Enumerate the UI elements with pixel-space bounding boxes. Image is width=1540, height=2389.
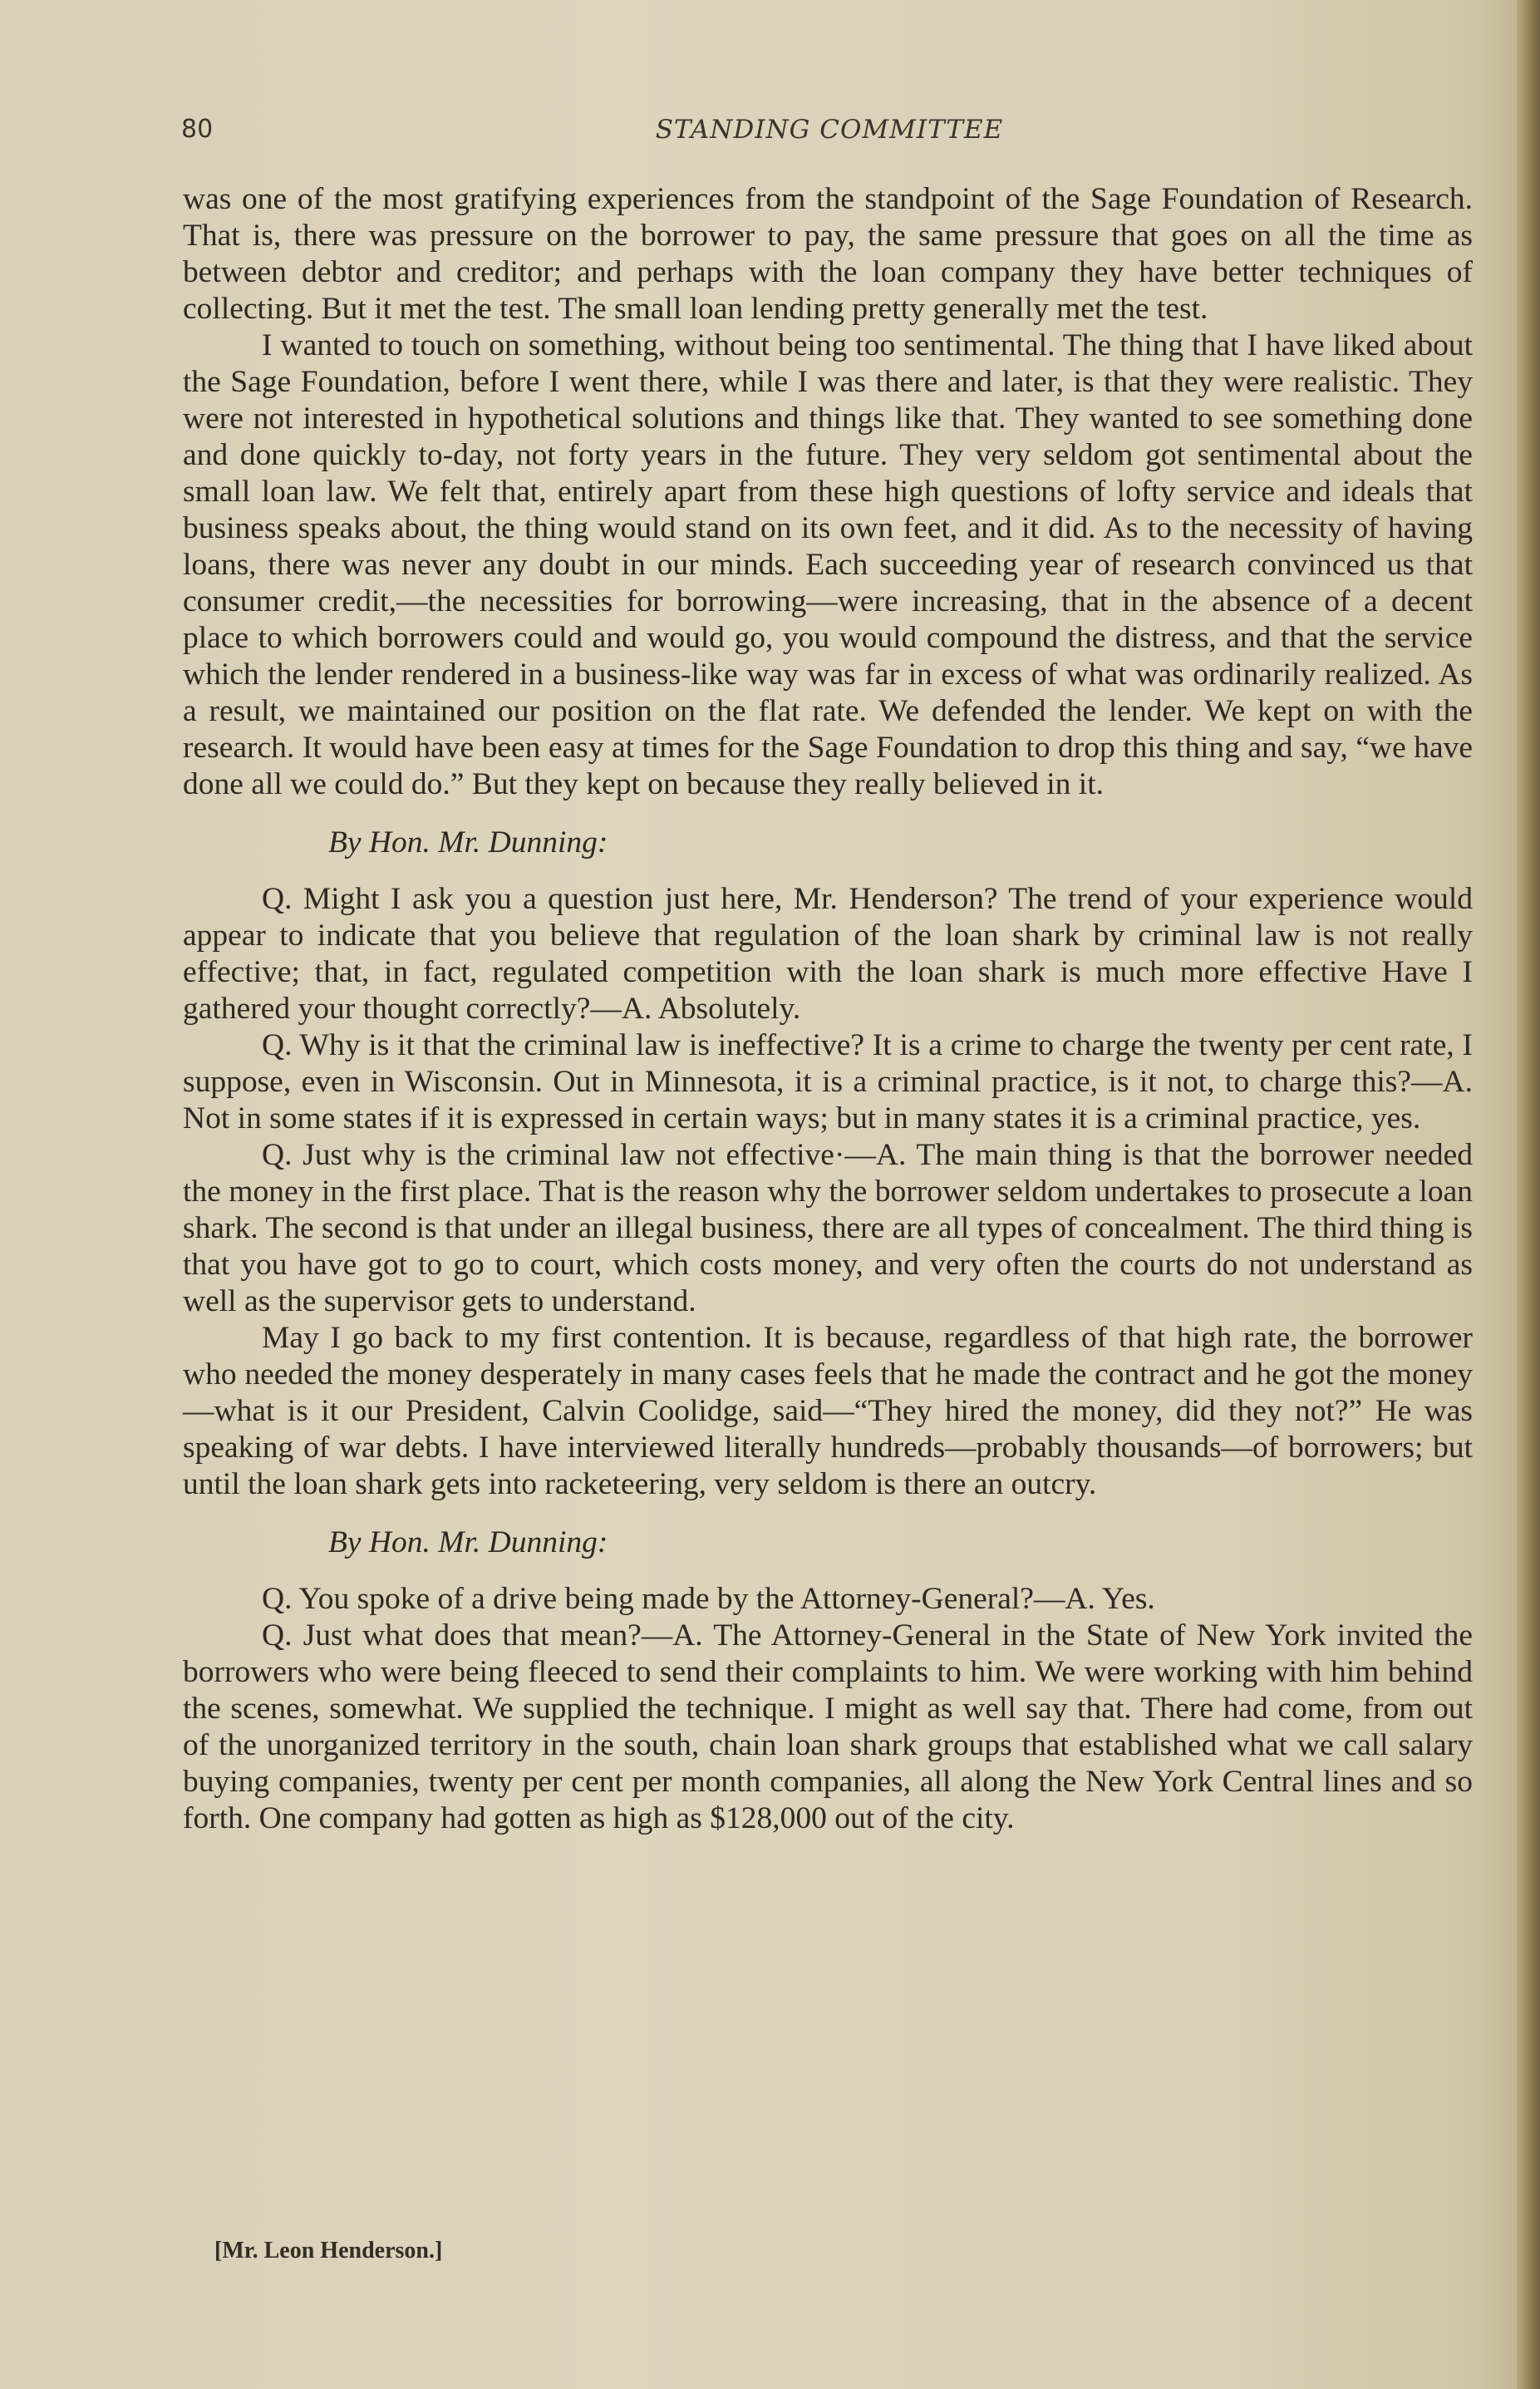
paragraph-1: was one of the most gratifying experiences from the standpoint of the Sage Foundation of Research. That is, there was pressure on the borrower to pay, the same pressure that goes on all the time as between debtor and creditor; and perhaps with the loan company they have better techniques of collecting. But it met the test. The small loan lending pretty generally met the test. [183,182,1473,326]
page-header [181,115,1478,156]
paragraph-3: Q. Might I ask you a question just here, Mr. Henderson? The trend of your experience would appear to indicate that you believe that regulation of the loan shark by criminal law is not really effective; that, in fact, regulated competition with the loan shark is much more effective Have I gathered your thought correctly?—A. Absolutely. [183,882,1473,1026]
examiner-heading-1: By Hon. Mr. Dunning: [328,825,608,860]
examiner-heading-2: By Hon. Mr. Dunning: [328,1525,608,1559]
paragraph-8: Q. Just what does that mean?—A. The Attorney-General in the State of New York invited the borrowers who were being fleeced to send their complaints to him. We were working with him behind the scenes, somewhat. We supplied the technique. I might as well say that. There had come, from out of the unorganized territory in the south, chain loan shark groups that established what we call salary buying companies, twenty per cent per month companies, all along the New York Central lines and so forth. One company had gotten as high as $128,000 out of the city. [183,1618,1473,1835]
page-number: 80 [181,115,214,144]
paragraph-5: Q. Just why is the criminal law not effective·—A. The main thing is that the borrower needed the money in the first place. That is the reason why the borrower seldom undertakes to prosecute a loan shark. The second is that under an illegal business, there are all types of concealment. The third thing is that you have got to go to court, which costs money, and very often the courts do not understand as well as the supervisor gets to understand. [183,1138,1473,1318]
paragraph-4: Q. Why is it that the criminal law is ineffective? It is a crime to charge the twenty per cent rate, I suppose, even in Wisconsin. Out in Minnesota, it is a criminal practice, is it not, to charge this?—A. Not in some states if it is expressed in certain ways; but in many states it is a criminal practice, yes. [183,1028,1473,1135]
body-text [183,181,1473,1837]
paragraph-6: May I go back to my first contention. It is because, regardless of that high rate, the borrower who needed the money desperately in many cases feels that he made the contract and he got the money—what is it our President, Calvin Coolidge, said—“They hired the money, did they not?” He was speaking of war debts. I have interviewed literally hundreds—probably thousands—of borrowers; but until the loan shark gets into racketeering, very seldom is there an outcry. [183,1321,1473,1501]
paragraph-7: Q. You spoke of a drive being made by the Attorney-General?—A. Yes. [262,1582,1155,1616]
speaker-note: [Mr. Leon Henderson.] [214,2238,443,2263]
paragraph-2: I wanted to touch on something, without being too sentimental. The thing that I have liked about the Sage Foundation, before I went there, while I was there and later, is that they were realistic. They were not interested in hypothetical solutions and things like that. They wanted to see something done and done quickly to-day, not forty years in the future. They very seldom got sentimental about the small loan law. We felt that, entirely apart from these high questions of lofty service and ideals that business speaks about, the thing would stand on its own feet, and it did. As to the necessity of having loans, there was never any doubt in our minds. Each succeeding year of research convinced us that consumer credit,—the necessities for borrowing—were increasing, that in the absence of a decent place to which borrowers could and would go, you would compound the distress, and that the service which the lender rendered in a business-like way was far in excess of what was ordinarily realized. As a result, we maintained our position on the flat rate. We defended the lender. We kept on with the research. It would have been easy at times for the Sage Foundation to drop this thing and say, “we have done all we could do.” But they kept on because they really believed in it. [183,328,1473,801]
page-edge [1517,0,1540,2389]
running-head: STANDING COMMITTEE [655,115,1004,145]
